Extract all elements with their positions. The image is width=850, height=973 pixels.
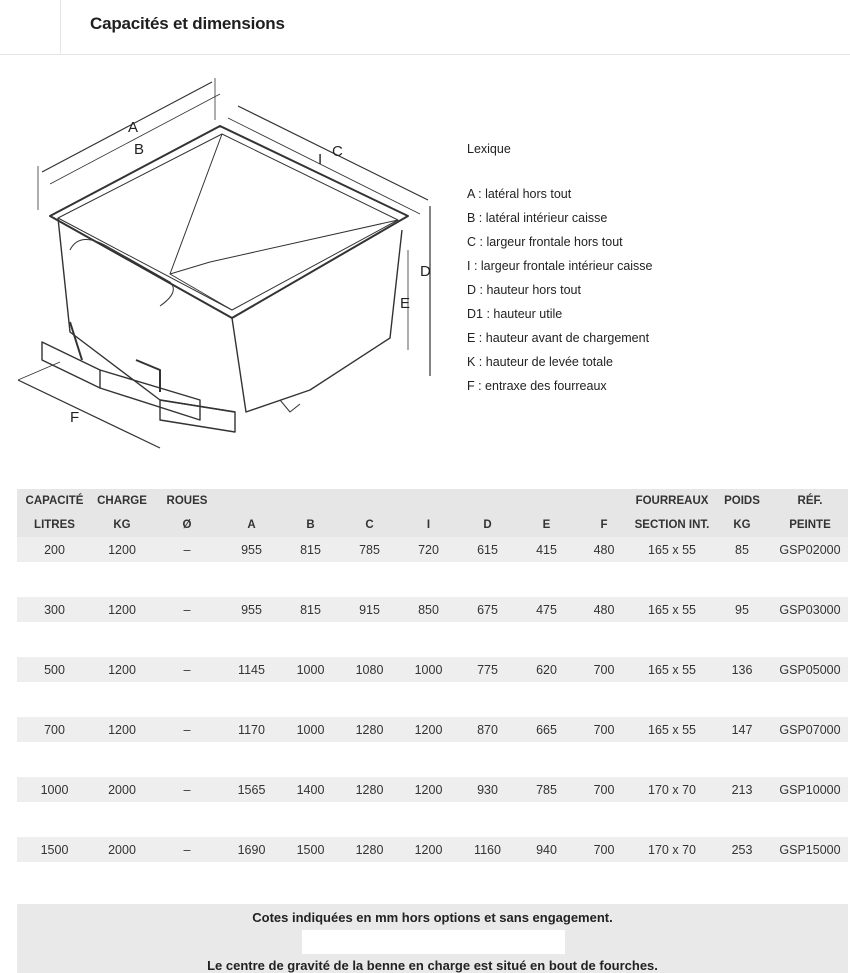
table-cell: – [152, 597, 222, 622]
label-b: B [134, 141, 145, 158]
table-cell: 1170 [222, 717, 281, 742]
table-cell: 615 [458, 537, 517, 562]
label-d: D [420, 263, 431, 280]
table-cell: 480 [576, 597, 632, 622]
label-e: E [400, 295, 411, 312]
legend-item: C : largeur frontale hors tout [467, 235, 623, 249]
table-cell: 870 [458, 717, 517, 742]
table-cell: 1000 [399, 657, 458, 682]
table-cell: – [152, 837, 222, 862]
table-cell: 815 [281, 597, 340, 622]
table-cell: 700 [576, 657, 632, 682]
table-cell: 1000 [17, 777, 92, 802]
legend-item: D1 : hauteur utile [467, 307, 563, 321]
column-header: RÉF. [797, 495, 823, 507]
column-header: E [542, 519, 551, 531]
header-side-tab [0, 0, 61, 54]
table-cell: 1200 [92, 597, 152, 622]
table-cell: GSP10000 [772, 777, 848, 802]
table-cell: 700 [576, 777, 632, 802]
table-cell: 253 [712, 837, 772, 862]
table-cell: 955 [222, 597, 281, 622]
table-cell: GSP07000 [772, 717, 848, 742]
table-cell: 165 x 55 [632, 597, 712, 622]
column-header: POIDS [724, 495, 760, 507]
table-cell: 1500 [281, 837, 340, 862]
table-cell: 170 x 70 [632, 837, 712, 862]
table-row-spacer [17, 802, 848, 837]
dim-line-f [18, 380, 160, 448]
table-cell: 1145 [222, 657, 281, 682]
table-cell: 1280 [340, 717, 399, 742]
legend-item: A : latéral hors tout [467, 187, 572, 201]
table-row-spacer [17, 682, 848, 717]
label-c: C [332, 143, 343, 160]
footer-note [17, 904, 848, 973]
table-cell: 1200 [92, 717, 152, 742]
footer-blank-box [302, 930, 565, 954]
table-cell: 1280 [340, 837, 399, 862]
table-cell: 700 [17, 717, 92, 742]
table-cell: 1080 [340, 657, 399, 682]
table-cell: 720 [399, 537, 458, 562]
table-cell: 1200 [399, 837, 458, 862]
column-header: D [483, 519, 492, 531]
table-cell: 170 x 70 [632, 777, 712, 802]
table-row-spacer [17, 742, 848, 777]
legend-item: F : entraxe des fourreaux [467, 379, 607, 393]
table-cell: GSP05000 [772, 657, 848, 682]
table-cell: – [152, 777, 222, 802]
dim-line-a [42, 82, 212, 172]
label-i: I [318, 151, 323, 168]
column-header [576, 489, 632, 513]
footer-note-line: Le centre de gravité de la benne en charge est situé en bout de fourches. [207, 958, 658, 973]
label-f: F [70, 409, 80, 426]
table-cell: 1690 [222, 837, 281, 862]
column-header: KG [733, 519, 751, 531]
column-header [517, 489, 576, 513]
table-cell: – [152, 537, 222, 562]
table-cell: 165 x 55 [632, 717, 712, 742]
column-header [399, 489, 458, 513]
table-cell: 1400 [281, 777, 340, 802]
column-header [458, 489, 517, 513]
legend-item: I : largeur frontale intérieur caisse [467, 259, 653, 273]
column-header [281, 489, 340, 513]
table-cell: 480 [576, 537, 632, 562]
table-spacer-cell [17, 562, 848, 597]
table-row [17, 657, 848, 682]
table-cell: 955 [222, 537, 281, 562]
table-cell: 213 [712, 777, 772, 802]
table-cell: GSP02000 [772, 537, 848, 562]
table-cell: 785 [517, 777, 576, 802]
table-cell: 1000 [281, 657, 340, 682]
column-header: CAPACITÉ [25, 495, 84, 507]
table-header-row-top [17, 489, 848, 513]
table-cell: 1565 [222, 777, 281, 802]
table-cell: 700 [576, 717, 632, 742]
table-cell: 1500 [17, 837, 92, 862]
column-header: LITRES [34, 519, 75, 531]
table-cell: 700 [576, 837, 632, 862]
table-cell: 165 x 55 [632, 537, 712, 562]
table-cell: 1280 [340, 777, 399, 802]
column-header: A [247, 519, 256, 531]
page-title: Capacités et dimensions [90, 14, 285, 33]
table-cell: 775 [458, 657, 517, 682]
table-cell: 940 [517, 837, 576, 862]
table-row [17, 837, 848, 862]
footer-note-line: Cotes indiquées en mm hors options et sans engagement. [252, 910, 613, 925]
table-cell: 1000 [281, 717, 340, 742]
label-a: A [128, 119, 139, 136]
table-row-spacer [17, 562, 848, 597]
table-cell: 1200 [92, 537, 152, 562]
table-spacer-cell [17, 622, 848, 657]
column-header: ROUES [166, 495, 208, 507]
table-cell: – [152, 657, 222, 682]
column-header: FOURREAUX [635, 495, 709, 507]
table-row-spacer [17, 622, 848, 657]
legend-item: D : hauteur hors tout [467, 283, 581, 297]
table-cell: 95 [712, 597, 772, 622]
column-header [222, 489, 281, 513]
legend-title: Lexique [467, 142, 511, 156]
table-cell: 200 [17, 537, 92, 562]
table-cell: 1200 [399, 717, 458, 742]
table-cell: 785 [340, 537, 399, 562]
table-spacer-cell [17, 682, 848, 717]
table-spacer-cell [17, 742, 848, 777]
table-cell: 415 [517, 537, 576, 562]
table-cell: 2000 [92, 837, 152, 862]
column-header: CHARGE [97, 495, 147, 507]
table-row [17, 777, 848, 802]
table-cell: 930 [458, 777, 517, 802]
table-cell: GSP03000 [772, 597, 848, 622]
section-header [0, 0, 850, 55]
table-row [17, 597, 848, 622]
table-cell: 620 [517, 657, 576, 682]
table-cell: 500 [17, 657, 92, 682]
table-cell: 136 [712, 657, 772, 682]
table-cell: 1160 [458, 837, 517, 862]
table-cell: – [152, 717, 222, 742]
table-cell: 675 [458, 597, 517, 622]
table-cell: 815 [281, 537, 340, 562]
table-row [17, 537, 848, 562]
table-spacer-cell [17, 802, 848, 837]
column-header: SECTION INT. [634, 519, 710, 531]
spec-table [17, 489, 848, 862]
dim-line-i [228, 118, 420, 214]
column-header: I [426, 519, 431, 531]
column-header: F [600, 519, 608, 531]
table-cell: 2000 [92, 777, 152, 802]
table-cell: 665 [517, 717, 576, 742]
table-cell: 475 [517, 597, 576, 622]
legend-item: B : latéral intérieur caisse [467, 211, 608, 225]
column-header: PEINTE [789, 519, 831, 531]
skip-dimension-diagram [10, 70, 450, 450]
table-cell: 850 [399, 597, 458, 622]
table-cell: 1200 [399, 777, 458, 802]
legend-item: K : hauteur de levée totale [467, 355, 613, 369]
column-header [340, 489, 399, 513]
column-header: Ø [182, 519, 192, 531]
table-cell: 85 [712, 537, 772, 562]
table-cell: 165 x 55 [632, 657, 712, 682]
table-cell: 147 [712, 717, 772, 742]
column-header: B [306, 519, 315, 531]
column-header: KG [113, 519, 131, 531]
table-header-row-bottom [17, 513, 848, 537]
table-body [17, 537, 848, 862]
legend-item: E : hauteur avant de chargement [467, 331, 650, 345]
column-header: C [365, 519, 374, 531]
table-cell: 300 [17, 597, 92, 622]
legend [467, 142, 653, 402]
table-cell: 915 [340, 597, 399, 622]
table-cell: 1200 [92, 657, 152, 682]
table-cell: GSP15000 [772, 837, 848, 862]
table-row [17, 717, 848, 742]
